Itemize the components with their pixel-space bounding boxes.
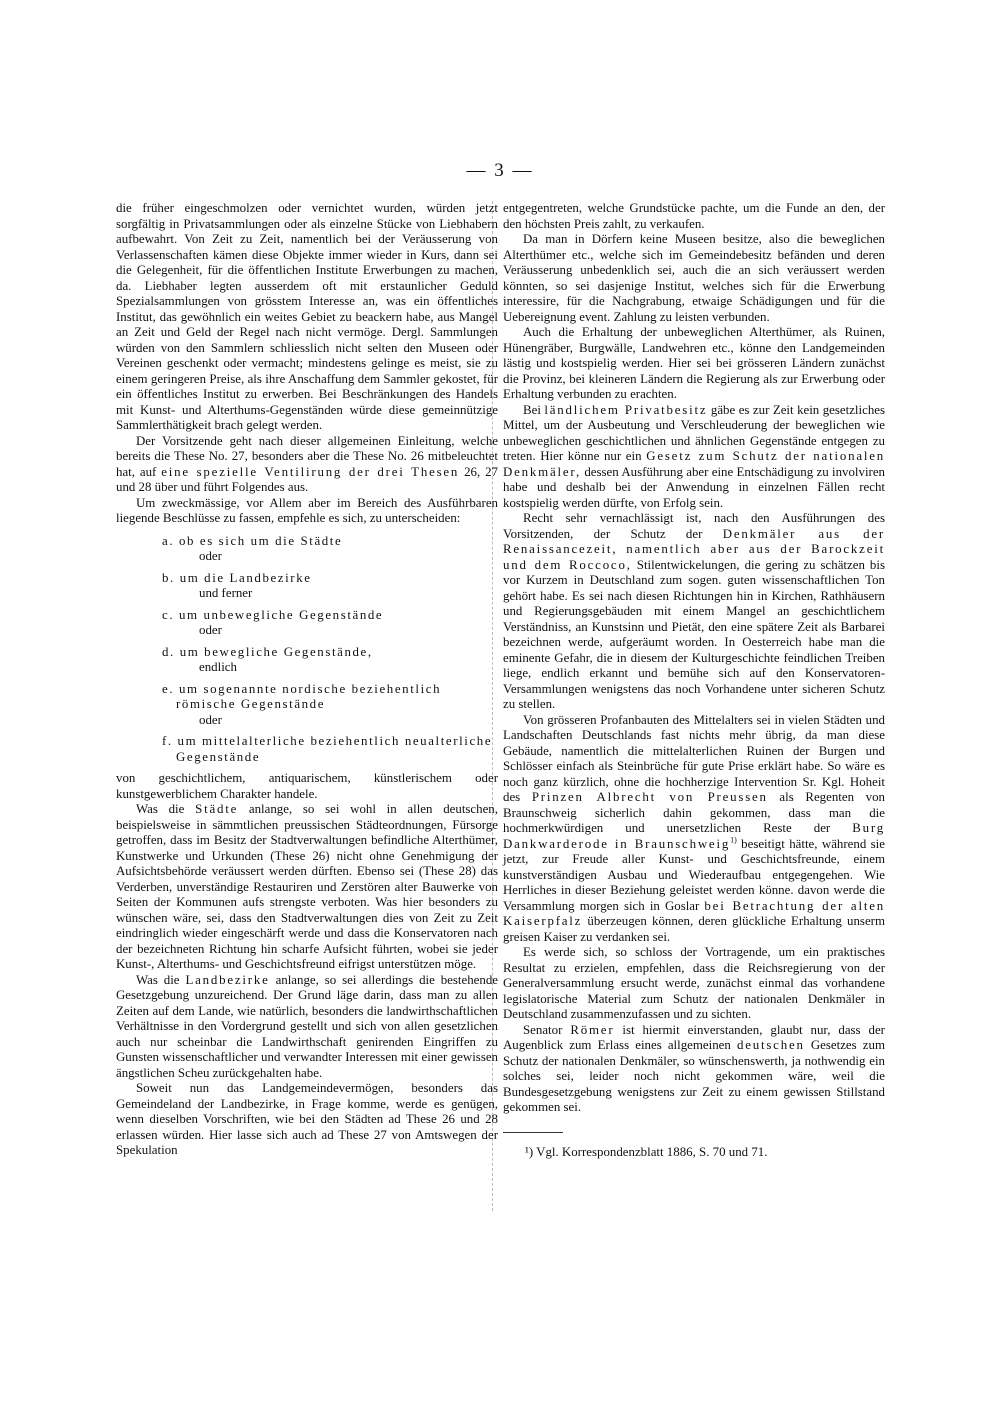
list-item (162, 571, 498, 602)
list-item-text: b. um die Landbezirke (162, 570, 312, 585)
list-item-text: d. um bewegliche Gegenstände, (162, 644, 373, 659)
paragraph (116, 802, 498, 973)
spaced-emphasis: Römer (570, 1022, 615, 1037)
right-column (503, 201, 885, 1160)
footnote-rule (503, 1132, 563, 1133)
spaced-emphasis: Städte (195, 802, 239, 816)
paragraph: Auch die Erhaltung der unbeweglichen Alterthümer, als Ruinen, Hünengräber, Burgwälle, Landwehren etc., könne den Landgemeinden lästig und kostspielig werden. Hier sei bei grösseren Ländern zunächst die Provinz, bei kleineren Ländern die Regierung als zur Erwerbung oder Erhaltung verbunden zu erachten. (503, 325, 885, 401)
text-run: 26, 27 und 28 über und führt Folgendes aus. (116, 464, 498, 494)
spaced-emphasis: Prinzen Albrecht von Preussen (531, 790, 768, 804)
list-item (162, 682, 498, 729)
text-run: Von grösseren Profanbauten des Mittelalters sei in vielen Städten und Landschaften Deutschlands fast nichts mehr übrig, da man diese Gebäude, namentlich die mittelalterlichen Ruinen der Burgen und Schlösser einfach als Steinbrüche für gute Prise erklärt habe. So wäre es noch ganz kürzlich, ohne die hochherzige Intervention Sr. Kgl. Hoheit des (503, 712, 885, 804)
list-item-conjunction: endlich (199, 660, 237, 674)
text-run: anlange, so sei allerdings die bestehende Gesetzgebung unzureichend. Der Grund läge darin, dass man zu allen Zeiten auf dem Lande, wie natürlich, besonders die landwirthschaftlichen Verhältnisse in den Vordergrund gestellt und sich von allen gesetzlichen auch nur scheinbar die Landwirthschaft genirenden Eingriffen zu Gunsten wissenschaftlicher und verwandter Interessen mit einer gewissen ängstlichen Scheu zurückgehalten habe. (116, 972, 498, 1080)
paragraph (116, 973, 498, 1082)
distinction-list (116, 534, 498, 766)
paragraph: Da man in Dörfern keine Museen besitze, also die beweglichen Alterthümer etc., welche sich im Gemeindebesitz befänden und deren Veräusserung unbedenklich sei, auch die an sich veräussert werden könnten, so sei dasjenige Institut, welches sich für die Erwerbung interessire, für die Nachgrabung, etwaige Schädigungen und für die Uebereignung event. Zahlung zu leisten verbunden. (503, 232, 885, 324)
list-item-conjunction: und ferner (199, 586, 253, 600)
text-run: als Regenten von Braunschweig sicherlich dahin gekommen, dass man die hochmerkwürdigen und unersetzlichen Reste der (503, 790, 885, 835)
paragraph: die früher eingeschmolzen oder vernichtet wurden, würden jetzt sorgfältig in Privatsammlungen oder als einzelne Stücke von Liebhabern aufbewahrt. Von Zeit zu Zeit, namentlich bei der Veräusserung von Verlassenschaften kämen diese Objekte immer wieder in Kurs, dann sei die Gelegenheit, für die öffentlichen Institute Erwerbungen zu machen, da. Liebhaber legten ausserdem oft mit erstaunlicher Geduld Spezialsammlungen von grösstem Interesse an, was ein öffentliches Institut, das gewöhnlich ein weites Gebiet zu beackern habe, aus Mangel an Zeit und Geld der Regel nach nicht vermöge. Dergl. Sammlungen würden von den Sammlern schliesslich nicht selten den Museen oder Vereinen geschenkt oder vermacht; mindestens gelinge es meist, sie zu einem geringeren Preise, als ihre Anschaffung dem Sammler gekostet, für ein öffentliches Institut zu erwerben. Bei Beschränkungen des Handels mit Kunst- und Alterthums-Gegenständen würde diese gemeinnützige Sammlerthätigkeit brach gelegt werden. (116, 201, 498, 432)
paragraph: entgegentreten, welche Grundstücke pachte, um die Funde an den, der den höchsten Preis zahlt, zu verkaufen. (503, 201, 885, 231)
text-run: Stilentwickelungen, die gering zu schätzen bis vor Kurzem in Deutschland zum sogen. guten wissenschaftlichen Ton gehört habe. Es sei nach diesen Richtungen hin in Kirchen, Rathhäusern und Regierungsgebäuden mit einem Mangel an geschichtlichem Verständniss, an Kunstsinn und Pietät, den eine spätere Zeit als Barbarei bezeichnen werde, aufgeräumt worden. In Oesterreich habe man die eminente Gefahr, die in diesem der Kulturgeschichte feindlichen Treiben liege, endlich erkannt und bemühe sich auf den Konservatoren-Versammlungen wenigstens das noch Vorhandene unter sicheren Schutz zu stellen. (503, 557, 885, 711)
text-run: überzeugen können, deren glückliche Erhaltung unserm greisen Kaiser zu verdanken sei. (503, 914, 885, 944)
list-item (162, 734, 498, 765)
text-run: Gesetzes zum Schutz der nationalen Denkmäler, so wünschenswerth, ja nothwendig ein solches sei, leider noch nicht gekommen wäre, weil die Bundesgesetzgebung wenigstens zur Zeit zu einem gewissen Stillstand gekommen sei. (503, 1038, 885, 1114)
footnote: ¹) Vgl. Korrespondenzblatt 1886, S. 70 und 71. (525, 1144, 768, 1159)
spaced-emphasis: Denkmäler aus der Renaissancezeit, namentlich aber aus der Barockzeit und dem Roccoco, (503, 526, 885, 572)
text-run: dessen Ausführung aber eine Entschädigung zu involviren habe und deshalb bei der Anwendung in einzelnen Fällen recht kostspielig werden dürfte, von Erfolg sein. (503, 464, 885, 510)
text-run: Recht sehr vernachlässigt ist, nach den Ausführungen des Vorsitzenden, der Schutz der (503, 511, 885, 541)
list-item-text: c. um unbewegliche Gegenstände (162, 607, 384, 622)
text-run: ist hiermit einverstanden, glaubt nur, dass der Augenblick zum Erlass eines allgemeinen (503, 1022, 885, 1052)
spaced-emphasis: deutschen (736, 1038, 805, 1052)
list-item (162, 608, 498, 639)
spaced-emphasis: Landbezirke (185, 972, 270, 987)
text-run: Senator (523, 1022, 563, 1037)
list-item-text: a. ob es sich um die Städte (162, 533, 343, 548)
spaced-emphasis: bei Betrachtung der alten Kaiserpfalz (503, 898, 885, 928)
footnote-marker: 1) (730, 835, 737, 845)
text-run: Was die (136, 802, 185, 816)
paragraph: Um zweckmässige, vor Allem aber im Bereich des Ausführbaren liegende Beschlüsse zu fassen, empfehle es sich, zu unterscheiden: (116, 495, 498, 525)
page-number: — 3 — (466, 160, 534, 181)
spaced-emphasis: Burg Dankwarderode in Braunschweig (503, 821, 885, 851)
list-item (162, 645, 498, 676)
list-item-text: e. um sogenannte nordische beziehentlich römische Gegenstände (162, 681, 442, 711)
paragraph (503, 511, 885, 713)
list-item-conjunction: oder (199, 712, 222, 727)
text-run: Der Vorsitzende geht nach dieser allgemeinen Einleitung, welche bereits die These No. 27, besonders aber die These No. 26 mitbeleuchtet hat, auf (116, 433, 498, 479)
text-run: beseitigt hätte, während sie jetzt, zur Freude aller Kunst- und Geschichtsfreunde, einem kunstverständigen Ausbau und Wiederaufbau entgegengehen. Wie Herrliches in dieser Beziehung geleistet werden könne. davon werde die Versammlung morgen sich in Goslar (503, 836, 885, 913)
list-item (162, 534, 498, 565)
paragraph: Es werde sich, so schloss der Vortragende, um ein praktisches Resultat zu erzielen, empfehlen, dass die Reichsregierung von der Generalversammlung ersucht werde, zunächst einmal das vorhandene legislatorische Material zum Schutz der nationalen Denkmäler in Deutschland zusammenzufassen und zu sichten. (503, 945, 885, 1021)
text-run: Was die (136, 972, 180, 987)
list-item-text: f. um mittelalterliche beziehentlich neualterliche Gegenstände (162, 734, 493, 764)
text-run: Bei (523, 402, 541, 417)
paragraph: Soweit nun das Landgemeindevermögen, besonders das Gemeindeland der Landbezirke, in Frage komme, werde es genügen, wenn dieselben Vorschriften, wie bei den Städten ad These 26 und 28 erlassen würden. Hier lasse sich auch ad These 27 von Amtswegen der Spekulation (116, 1081, 498, 1157)
paragraph (116, 434, 498, 496)
paragraph: von geschichtlichem, antiquarischem, künstlerischem oder kunstgewerblichem Charakter handele. (116, 771, 498, 801)
text-run: anlange, so sei wohl in allen deutschen, beispielsweise in sämmtlichen preussischen Städteordnungen, Fürsorge getroffen, dass im Besitz der Stadtverwaltungen befindliche Alterthümer, Kunstwerke und Urkunden (These 26) nicht ohne Genehmigung der Aufsichtsbehörde veräussert werden dürften. Ebenso sei (These 28) das Verderben, unverständige Restauriren und Zerstören alter Bauwerke von Seiten der Kommunen aufs strengste verboten. Was hier besonders zu wünschen wäre, sei, dass den Stadtverwaltungen dies von Zeit zu Zeit eindringlich wieder eingeschärft werde und dass die Konservatoren nach der bezeichneten Richtung hin scharfe Aufsicht führten, wobei sie jeder Kunst-, Alterthums- und Geschichtsfreund eifrigst unterstützen möge. (116, 802, 498, 971)
paragraph (503, 713, 885, 946)
list-item-conjunction: oder (199, 549, 222, 563)
paragraph (503, 1023, 885, 1116)
spaced-emphasis: Gesetz zum Schutz der nationalen Denkmäler, (503, 449, 885, 479)
text-run: gäbe es zur Zeit kein gesetzliches Mittel, um der Ausbeutung und Verschleuderung der beweglichen wie unbeweglichen geschichtlichen und ähnlichen Gegenstände entgegen zu treten. Hier könne nur ein (503, 402, 886, 463)
spaced-emphasis: eine spezielle Ventilirung der drei Thesen (161, 464, 460, 479)
left-column (116, 201, 498, 1159)
paragraph (503, 403, 885, 512)
spaced-emphasis: ländlichem Privatbesitz (544, 402, 708, 417)
list-item-conjunction: oder (199, 623, 222, 637)
